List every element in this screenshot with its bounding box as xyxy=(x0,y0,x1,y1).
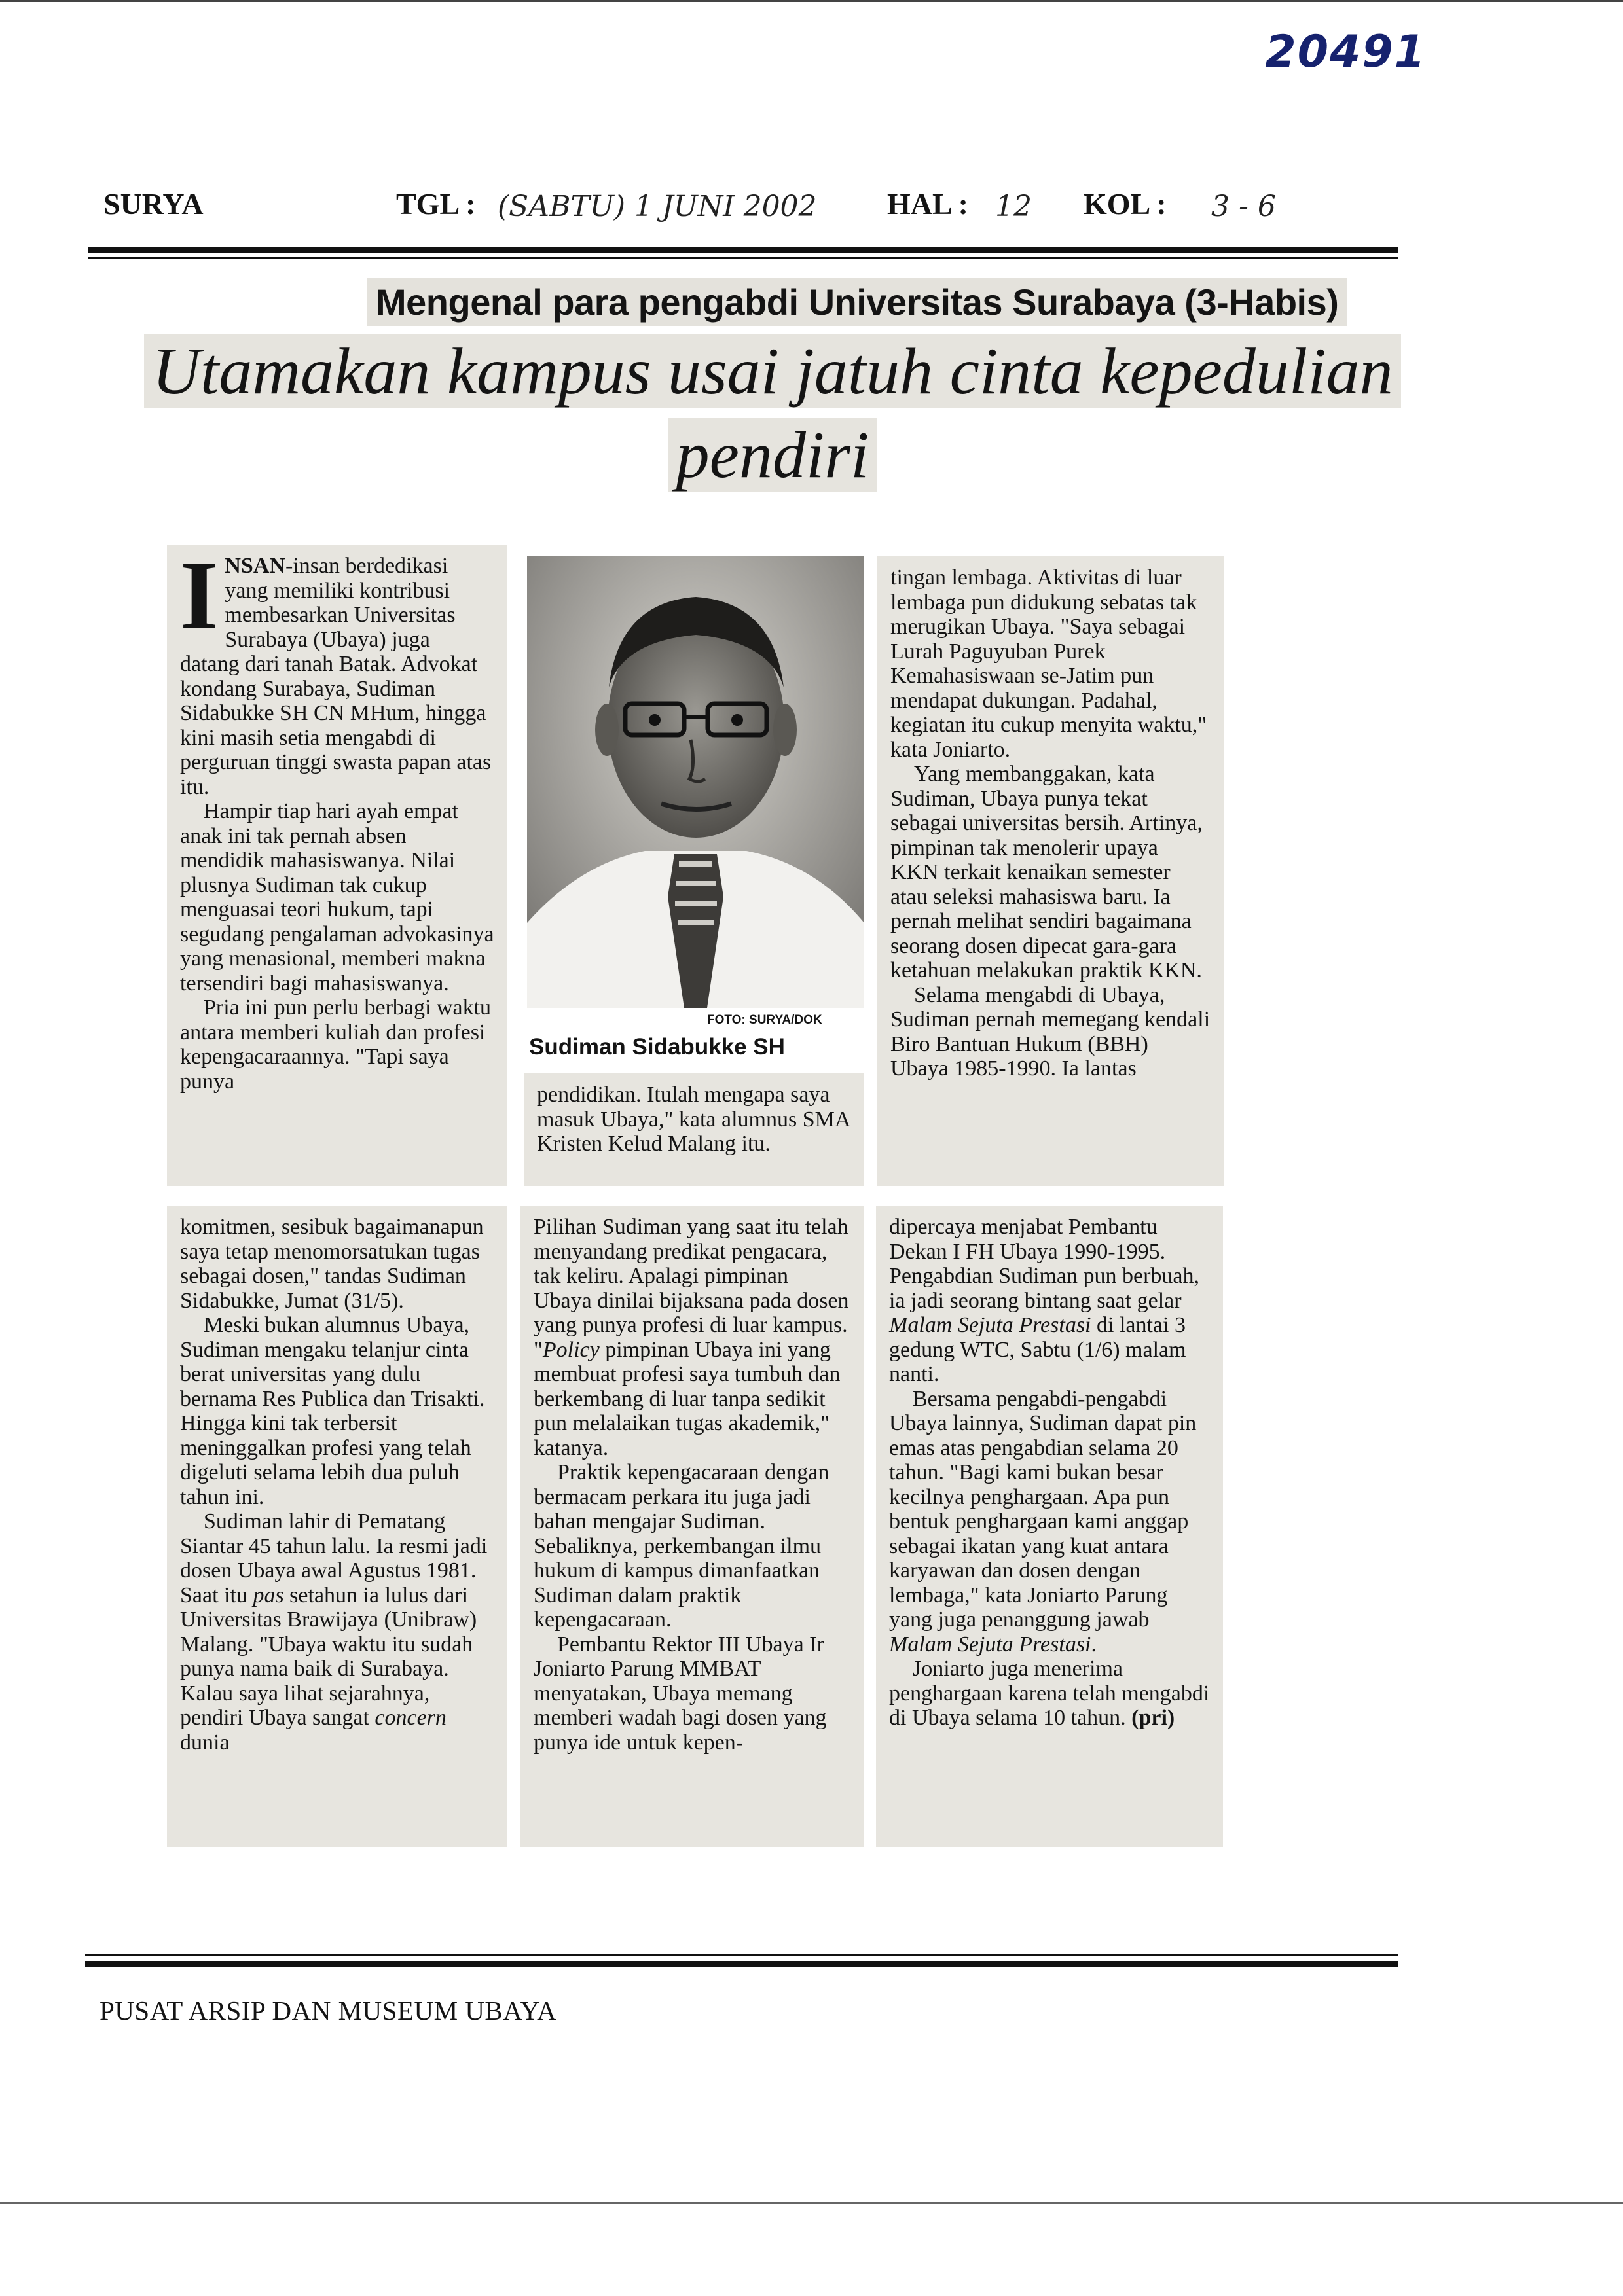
emphasis: concern xyxy=(374,1706,447,1730)
headline xyxy=(52,332,1493,495)
paragraph: Yang membanggakan, kata Sudiman, Ubaya punya tekat sebagai universitas bersih. Artinya, pimpinan tak menolerir upaya KKN terkait kenaikan semester atau seleksi mahasiswa baru. Ia pernah melihat sendiri bagaimana seorang dosen dipecat gara-gara ketahuan melakukan praktik KKN. xyxy=(890,762,1203,982)
paragraph: Pria ini pun perlu berbagi waktu antara memberi kuliah dan profesi kepengacaraannya. "Tapi saya punya xyxy=(180,996,492,1094)
paragraph: Praktik kepengacaraan dengan bermacam perkara itu juga jadi bahan mengajar Sudiman. Sebaliknya, perkembangan ilmu hukum di kampus dimanfaatkan Sudiman dalam praktik kepengacaraan. xyxy=(534,1460,830,1632)
archive-footer: PUSAT ARSIP DAN MUSEUM UBAYA xyxy=(100,1996,557,2026)
byline: (pri) xyxy=(1131,1706,1175,1730)
paragraph-text: di lantai 3 gedung WTC, Sabtu (1/6) malam nanti. xyxy=(889,1313,1186,1386)
paragraph-text: Joniarto juga menerima penghargaan karena telah mengabdi di Ubaya selama 10 tahun. xyxy=(889,1657,1210,1730)
paragraph: Selama mengabdi di Ubaya, Sudiman pernah memegang kendali Biro Bantuan Hukum (BBH) Ubaya 1985-1990. Ia lantas xyxy=(890,982,1211,1081)
portrait-photo xyxy=(527,556,864,1008)
paragraph-text: Bersama pengabdi-pengabdi Ubaya lainnya, Sudiman dapat pin emas atas pengabdian selama 20 tahun. "Bagi kami bukan besar kecilnya penghargaan. Apa pun bentuk penghargaan kami anggap sebagai ikatan yang kuat antara karyawan dan dosen dengan lembaga," kata Joniarto Parung yang juga penanggung jawab xyxy=(889,1386,1197,1632)
paragraph: komitmen, sesibuk bagaimanapun saya tetap menomorsatukan tugas sebagai dosen," tandas Sudiman Sidabukke, Jumat (31/5). xyxy=(180,1215,484,1313)
paragraph-text: dunia xyxy=(180,1730,230,1755)
headline-line-1: Utamakan kampus usai jatuh cinta kepedulian xyxy=(144,334,1400,408)
paragraph: -insan berdedikasi yang memiliki kontribusi membesarkan Universitas Surabaya (Ubaya) juga datang dari tanah Batak. Advokat kondang Surabaya, Sudiman Sidabukke SH CN MHum, hingga kini masih setia mengabdi di perguruan tinggi swasta papan atas itu. xyxy=(180,554,492,799)
portrait-photo-image xyxy=(527,556,864,1008)
paragraph-text: dipercaya menjabat Pembantu Dekan I FH Ubaya 1990-1995. Pengabdian Sudiman pun berbuah, ia jadi seorang bintang saat gelar xyxy=(889,1215,1200,1313)
footer-rule-thin xyxy=(85,1954,1398,1956)
paragraph: tingan lembaga. Aktivitas di luar lembaga pun didukung sebatas tak merugikan Ubaya. "Saya sebagai Lurah Paguyuban Purek Kemahasiswaan se-Jatim pun mendapat dukungan. Padahal, kegiatan itu cukup menyita waktu," kata Joniarto. xyxy=(890,565,1207,762)
paragraph xyxy=(180,1509,494,1755)
header-rule-thin xyxy=(88,257,1398,259)
date-value: (SABTU) 1 JUNI 2002 xyxy=(498,190,817,223)
lead-caps: NSAN xyxy=(225,554,285,578)
emphasis: Malam Sejuta Prestasi xyxy=(889,1313,1091,1337)
photo-caption: Sudiman Sidabukke SH xyxy=(529,1034,785,1060)
paragraph xyxy=(889,1387,1210,1657)
paragraph: Pembantu Rektor III Ubaya Ir Joniarto Parung MMBAT menyatakan, Ubaya memang memberi wadah bagi dosen yang punya ide untuk kepen- xyxy=(534,1632,827,1755)
page-label: HAL : xyxy=(887,187,968,221)
paragraph-text: . xyxy=(1091,1632,1097,1657)
article-column-3-bottom xyxy=(876,1206,1223,1847)
paragraph xyxy=(889,1657,1210,1731)
scan-top-edge xyxy=(0,0,1623,2)
photo-credit: FOTO: SURYA/DOK xyxy=(707,1013,822,1027)
page-value: 12 xyxy=(995,190,1032,223)
paragraph: pendidikan. Itulah mengapa saya masuk Ubaya," kata alumnus SMA Kristen Kelud Malang itu. xyxy=(537,1083,850,1156)
column-label: KOL : xyxy=(1084,187,1167,221)
footer-rule-thick xyxy=(85,1961,1398,1967)
paragraph: Meski bukan alumnus Ubaya, Sudiman mengaku telanjur cinta berat universitas yang dulu bernama Res Publica dan Trisakti. Hingga kini tak terbersit meninggalkan profesi yang telah digeluti selama lebih dua puluh tahun ini. xyxy=(180,1313,485,1509)
emphasis: pas xyxy=(253,1583,284,1607)
column-value: 3 - 6 xyxy=(1211,190,1276,223)
headline-line-2: pendiri xyxy=(668,418,877,492)
archive-number: 20491 xyxy=(1265,26,1427,78)
paragraph: Hampir tiap hari ayah empat anak ini tak pernah absen mendidik mahasiswanya. Nilai plusnya Sudiman tak cukup menguasai teori hukum, tapi segudang pengalaman advokasinya yang menasional, memberi makna tersendiri bagi mahasiswanya. xyxy=(180,799,494,996)
header-rule-thick xyxy=(88,247,1398,253)
article-column-2-top xyxy=(524,1073,864,1186)
scan-bottom-edge xyxy=(0,2202,1623,2204)
paragraph-text: pimpinan Ubaya ini yang membuat profesi saya tumbuh dan berkembang di luar tanpa sedikit pun melalaikan tugas akademik," katanya. xyxy=(534,1337,841,1460)
publication-name: SURYA xyxy=(103,187,204,221)
paragraph-text: setahun ia lulus dari Universitas Brawijaya (Unibraw) Malang. "Ubaya waktu itu sudah punya nama baik di Surabaya. Kalau saya lihat sejarahnya, pendiri Ubaya sangat xyxy=(180,1583,477,1730)
article-column-1-top xyxy=(167,541,507,1186)
paragraph-text: Pilihan Sudiman yang saat itu telah menyandang predikat pengacara, tak keliru. Apalagi pimpinan Ubaya dinilai bijaksana pada dosen yang punya profesi di luar kampus. " xyxy=(534,1215,849,1362)
article-column-3-top xyxy=(877,556,1224,1186)
emphasis: Policy xyxy=(542,1337,600,1362)
drop-cap: I xyxy=(180,541,219,650)
series-title: Mengenal para pengabdi Universitas Surabaya (3-Habis) xyxy=(367,278,1347,326)
emphasis: Malam Sejuta Prestasi xyxy=(889,1632,1091,1657)
article-column-1-bottom xyxy=(167,1206,507,1847)
article-column-2-bottom xyxy=(520,1206,864,1847)
date-label: TGL : xyxy=(396,187,476,221)
paragraph-text: Sudiman lahir di Pematang Siantar 45 tahun lalu. Ia resmi jadi dosen Ubaya awal Agustus 1981. Saat itu xyxy=(180,1509,488,1607)
